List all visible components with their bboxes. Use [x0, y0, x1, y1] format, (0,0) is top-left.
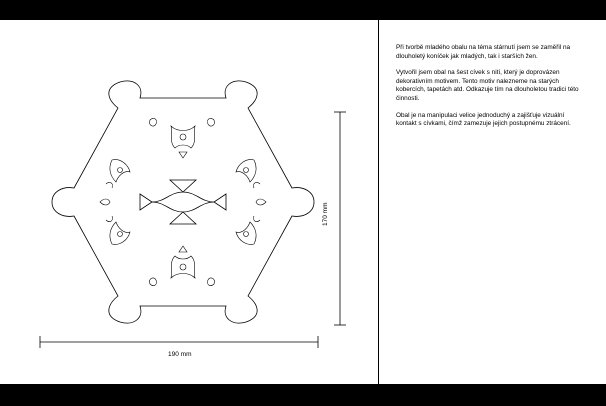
- paragraph-1: Při tvorbě mladého obalu na téma stárnutí jsem se zaměřil na dlouholetý koníček jak mladých, tak i starších žen.: [396, 44, 571, 60]
- height-dimension-line: [334, 112, 346, 325]
- decorative-motifs: [100, 118, 266, 285]
- hexagon-outline: [52, 81, 314, 323]
- description-text: [396, 44, 586, 137]
- width-label: 190 mm: [168, 351, 192, 358]
- paragraph-2: Vytvořil jsem obal na šest cívek s nití, který je doprovázen dekorativním motivem. Tento motiv nalezneme na starých kobercích, tapetách atd. Odkazuje tím na dlouholetou tradici této činnosti.: [396, 69, 579, 102]
- height-label: 170 mm: [322, 202, 329, 226]
- document-page: [0, 20, 606, 384]
- width-dimension-line: [40, 336, 318, 348]
- column-divider: [378, 20, 379, 384]
- paragraph-3: Obal je na manipulaci velice jednoduchý a zajišťuje vizuální kontakt s cívkami, čímž zamezuje jejich postupnému ztrácení.: [396, 111, 571, 128]
